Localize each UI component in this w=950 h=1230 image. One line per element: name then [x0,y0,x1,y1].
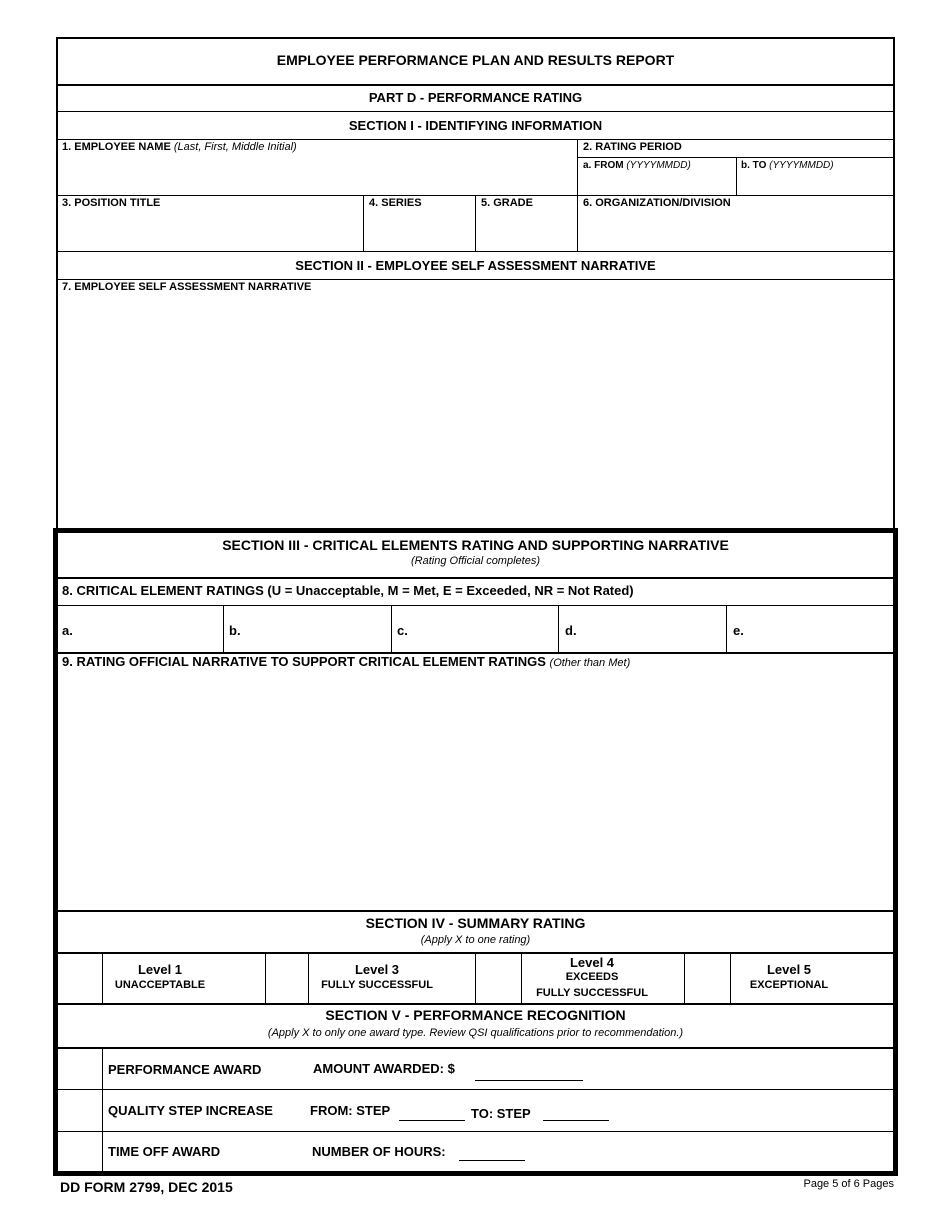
element-d-field[interactable] [578,608,723,650]
level5-desc: EXCEPTIONAL [749,979,829,991]
divider [56,251,895,252]
to-date-label: b. TO (YYYYMMDD) [741,160,834,171]
self-assessment-field[interactable] [58,296,893,526]
section4-subtitle: (Apply X to one rating) [420,934,531,946]
position-title-label: 3. POSITION TITLE [62,197,161,209]
element-c-field[interactable] [410,608,555,650]
section3-subtitle: (Rating Official completes) [411,555,540,567]
level1-label: Level 1 [137,962,183,977]
quality-step-increase-checkbox[interactable] [58,1091,101,1130]
divider [58,1003,893,1005]
divider [726,605,727,652]
organization-field[interactable] [579,212,893,250]
form-id: DD FORM 2799, DEC 2015 [60,1179,233,1195]
page-number: Page 5 of 6 Pages [803,1178,894,1190]
quality-step-increase-label: QUALITY STEP INCREASE [108,1103,273,1118]
series-field[interactable] [365,212,474,250]
section5-subtitle: (Apply X to only one award type. Review QSI qualifications prior to recommendation.) [267,1027,684,1039]
level5-label: Level 5 [766,962,812,977]
divider [391,605,392,652]
divider [223,605,224,652]
divider [558,605,559,652]
level5-checkbox[interactable] [686,954,729,1002]
divider [58,1131,893,1132]
element-c-label: c. [397,623,408,638]
divider [58,910,893,912]
section1-title: SECTION I - IDENTIFYING INFORMATION [348,118,603,133]
level3-desc: FULLY SUCCESSFUL [321,979,433,991]
divider [102,1047,103,1171]
divider [475,952,476,1003]
number-of-hours-label: NUMBER OF HOURS: [312,1144,446,1159]
from-date-label: a. FROM (YYYYMMDD) [583,160,691,171]
rating-official-narrative-label: 9. RATING OFFICIAL NARRATIVE TO SUPPORT CRITICAL ELEMENT RATINGS (Other than Met) [62,654,631,669]
divider [56,111,895,112]
divider [56,139,895,140]
element-a-field[interactable] [75,608,220,650]
section2-title: SECTION II - EMPLOYEE SELF ASSESSMENT NARRATIVE [295,258,656,273]
divider [308,952,309,1003]
time-off-award-label: TIME OFF AWARD [108,1144,221,1159]
element-e-label: e. [733,623,744,638]
level3-label: Level 3 [354,962,400,977]
series-label: 4. SERIES [369,197,422,209]
level1-checkbox[interactable] [58,954,101,1002]
from-step-field[interactable] [399,1120,465,1121]
rating-period-label: 2. RATING PERIOD [583,141,682,153]
level1-desc: UNACCEPTABLE [114,979,206,991]
critical-element-ratings-label: 8. CRITICAL ELEMENT RATINGS (U = Unacceptable, M = Met, E = Exceeded, NR = Not Rated) [62,583,634,598]
performance-award-label: PERFORMANCE AWARD [108,1062,262,1077]
section5-title: SECTION V - PERFORMANCE RECOGNITION [325,1007,626,1023]
divider [58,1089,893,1090]
time-off-award-checkbox[interactable] [58,1133,101,1171]
level4-label: Level 4 [569,955,615,970]
to-step-label: TO: STEP [471,1106,531,1121]
form-title: EMPLOYEE PERFORMANCE PLAN AND RESULTS REPORT [276,52,675,68]
grade-label: 5. GRADE [481,197,533,209]
to-step-field[interactable] [543,1120,609,1121]
element-d-label: d. [565,623,577,638]
to-date-field[interactable] [738,172,893,194]
element-e-field[interactable] [746,608,891,650]
divider [736,157,737,195]
divider [58,1047,893,1049]
level4-desc-2: FULLY SUCCESSFUL [536,987,648,999]
rating-official-narrative-field[interactable] [58,672,893,909]
divider [475,195,476,251]
divider [58,605,893,606]
divider [363,195,364,251]
position-title-field[interactable] [58,212,362,250]
divider [56,279,895,280]
divider [684,952,685,1003]
employee-name-label: 1. EMPLOYEE NAME (Last, First, Middle Initial) [62,141,297,153]
divider [56,84,895,86]
self-assessment-label: 7. EMPLOYEE SELF ASSESSMENT NARRATIVE [62,281,312,293]
element-b-field[interactable] [242,608,387,650]
part-title: PART D - PERFORMANCE RATING [368,90,583,105]
number-of-hours-field[interactable] [459,1160,525,1161]
grade-field[interactable] [477,212,576,250]
amount-awarded-field[interactable] [475,1080,583,1081]
divider [58,577,893,579]
level4-desc: EXCEEDS [565,971,619,983]
divider [102,952,103,1003]
section4-title: SECTION IV - SUMMARY RATING [365,915,586,931]
section3-title: SECTION III - CRITICAL ELEMENTS RATING AND SUPPORTING NARRATIVE [222,537,729,553]
from-step-label: FROM: STEP [310,1103,391,1118]
from-date-field[interactable] [579,172,735,194]
employee-name-field[interactable] [58,156,576,194]
level3-checkbox[interactable] [267,954,307,1002]
performance-award-checkbox[interactable] [58,1049,101,1088]
organization-label: 6. ORGANIZATION/DIVISION [583,197,731,209]
element-b-label: b. [229,623,241,638]
divider [730,952,731,1003]
level4-checkbox[interactable] [477,954,520,1002]
element-a-label: a. [62,623,73,638]
amount-awarded-label: AMOUNT AWARDED: $ [313,1061,455,1076]
divider [265,952,266,1003]
